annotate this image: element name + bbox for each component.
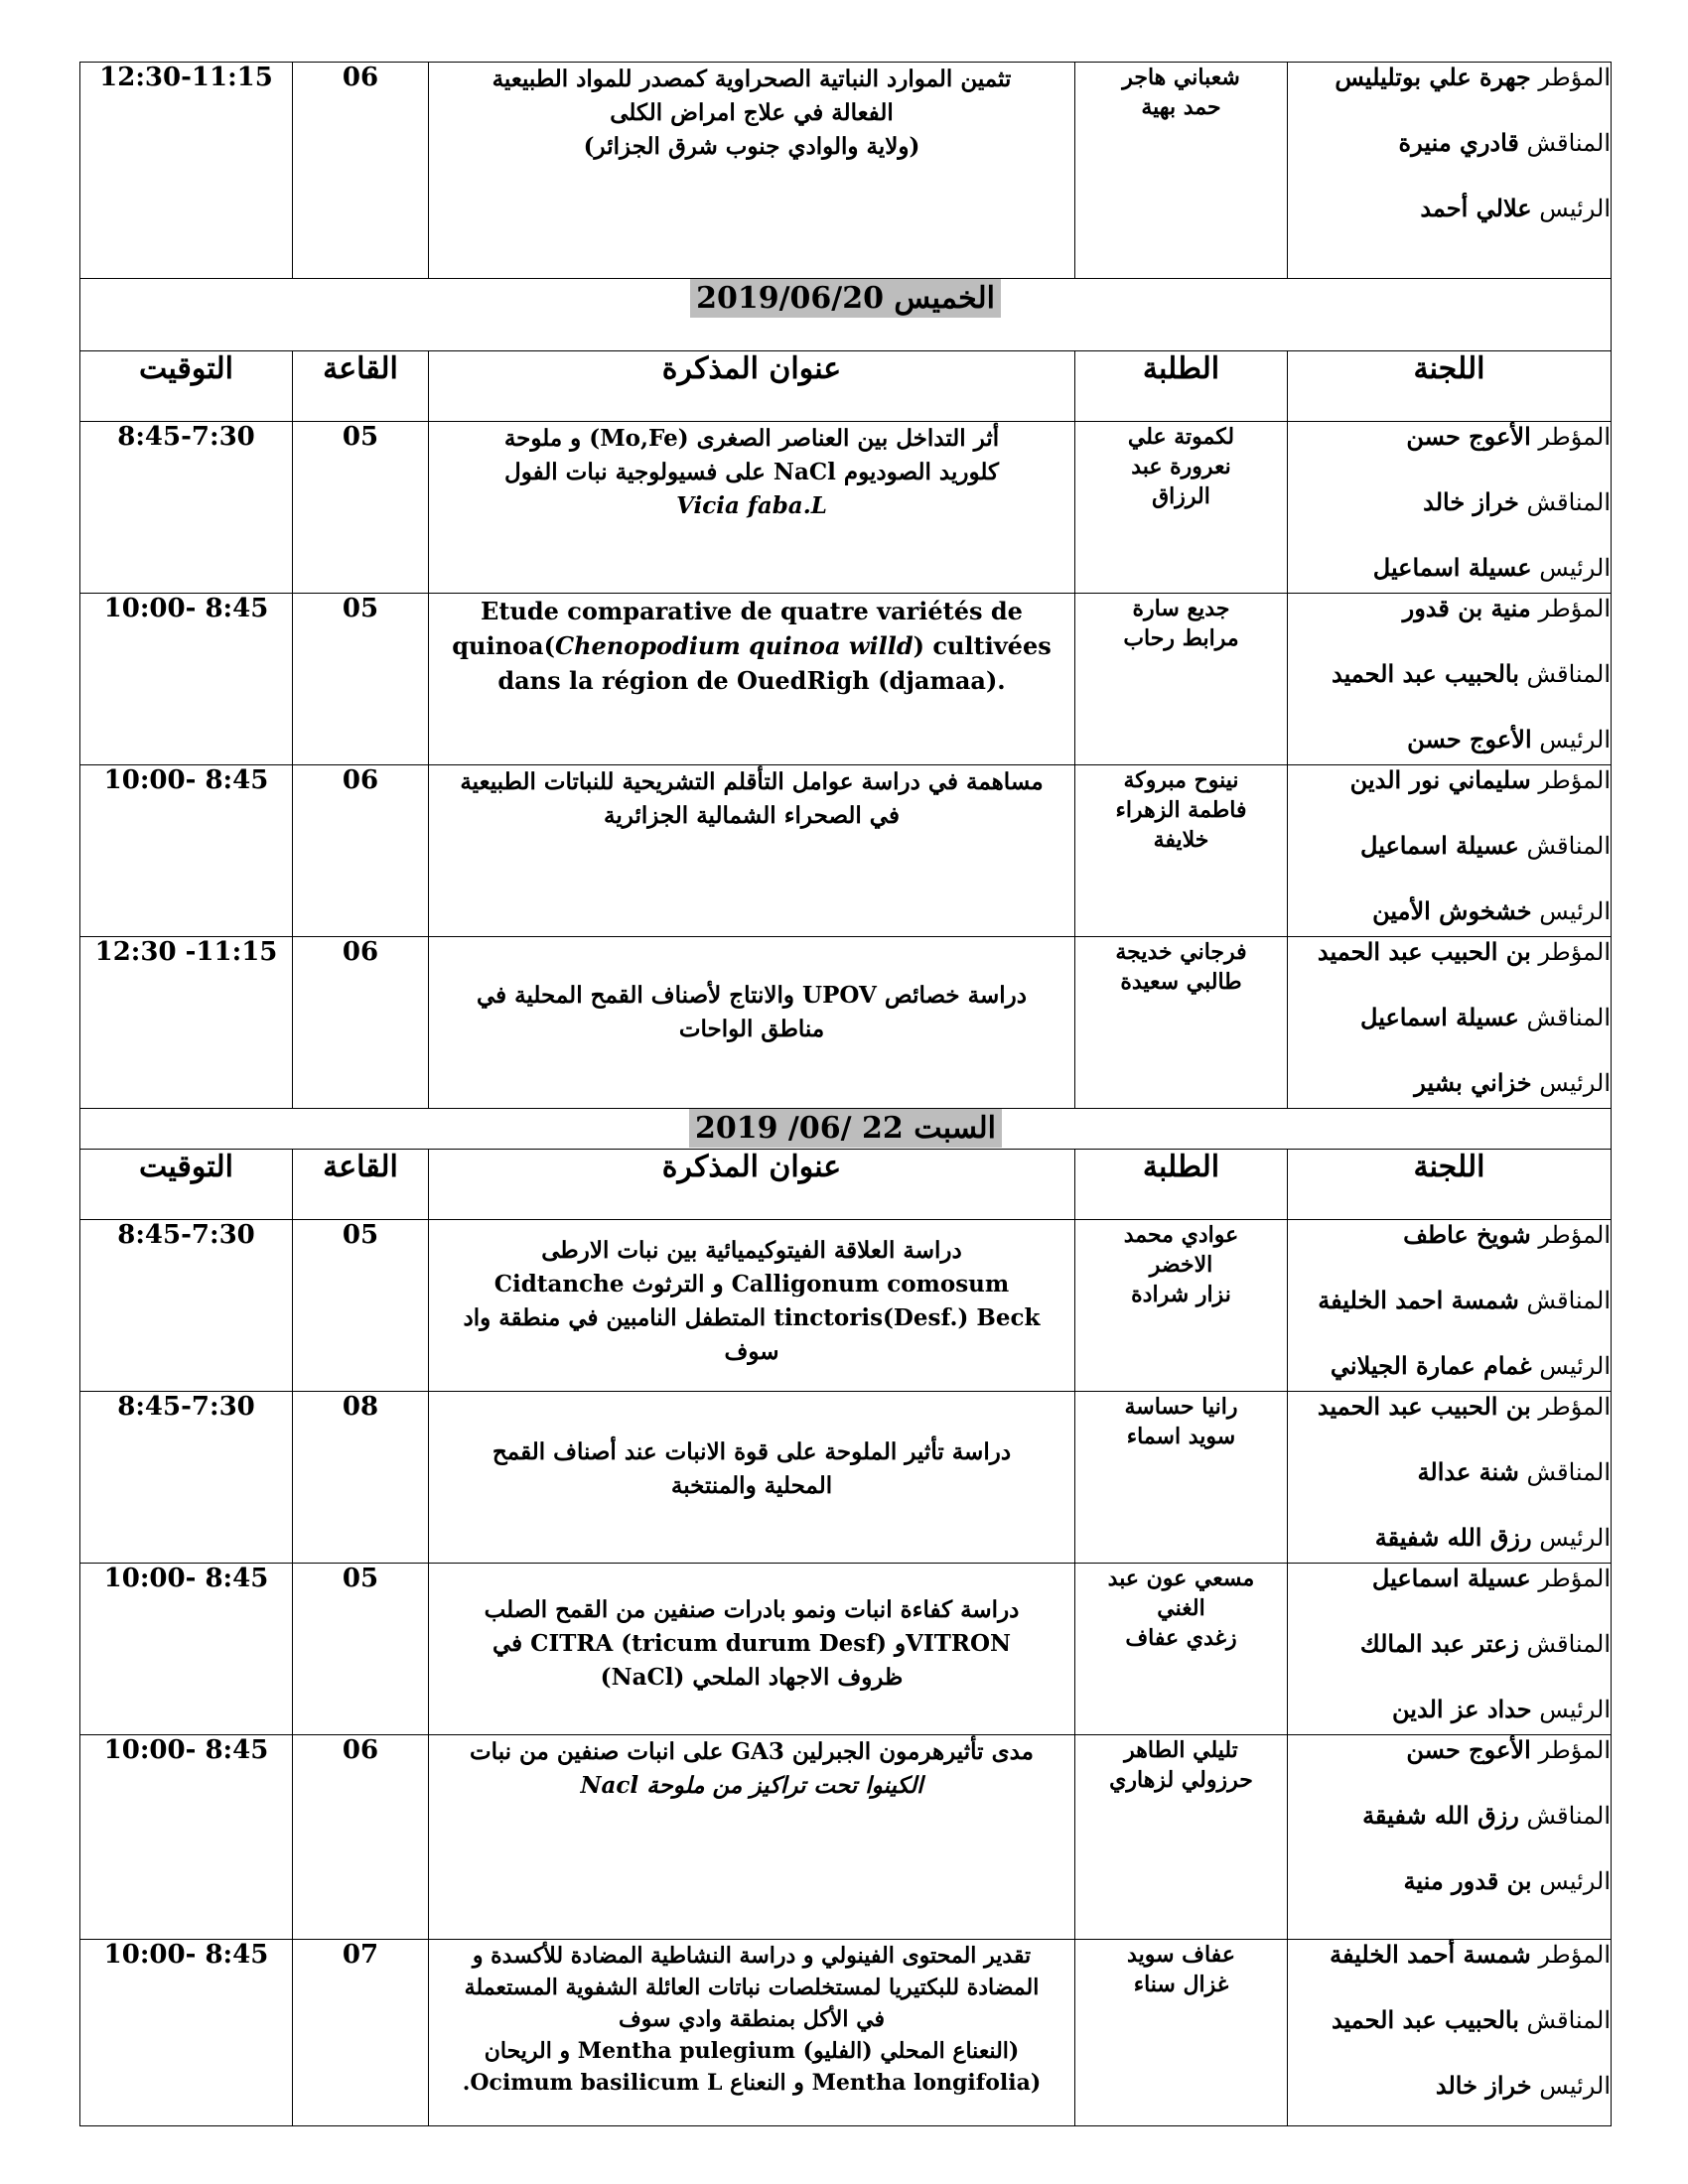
table-row <box>80 1392 1612 1564</box>
role-label: المؤطر <box>1538 1736 1611 1764</box>
thesis-title-cell <box>429 422 1075 594</box>
header-title: عنوان المذكرة <box>429 1150 1075 1220</box>
time-cell: 10:00- 8:45 <box>80 1735 293 1940</box>
member-name: عسيلة اسماعيل <box>1360 1003 1519 1031</box>
thesis-title-cell <box>429 1735 1075 1940</box>
role-label: المؤطر <box>1538 1221 1611 1249</box>
room-cell: 06 <box>293 765 429 937</box>
table-row <box>80 1220 1612 1392</box>
member-name: بن الحبيب عبد الحميد <box>1317 937 1531 966</box>
committee-cell <box>1288 422 1612 594</box>
room-cell: 05 <box>293 1220 429 1392</box>
students-cell <box>1075 1940 1288 2126</box>
title-line: كلوريد الصوديوم NaCl على فسيولوجية نبات الفول <box>504 459 999 485</box>
students-cell <box>1075 63 1288 279</box>
role-label: الرئيس <box>1539 1524 1611 1552</box>
committee-supervisor <box>1288 63 1611 128</box>
title-line: في الأكل بمنطقة وادي سوف <box>618 2006 886 2032</box>
member-name: جهرة علي بوتليليس <box>1335 63 1531 91</box>
title-line: (Mentha longifolia و النعناع Ocimum basilicum L. <box>462 2070 1042 2096</box>
member-name: قادري منيرة <box>1398 128 1519 157</box>
student-name: حمد بهية <box>1141 94 1221 120</box>
title-line: أثر التداخل بين العناصر الصغرى (Mo,Fe) و ملوحة <box>503 425 1000 452</box>
students-cell <box>1075 594 1288 765</box>
role-label: الرئيس <box>1539 1696 1611 1723</box>
role-label: الرئيس <box>1539 1867 1611 1895</box>
role-label: المؤطر <box>1538 1941 1611 1969</box>
students-cell <box>1075 1564 1288 1735</box>
title-line: VITRONو (tricum durum Desf) CITRA في <box>492 1630 1012 1657</box>
student-name: زغدي عفاف <box>1125 1625 1237 1651</box>
member-name: الأعوج حسن <box>1406 1735 1531 1764</box>
student-name: نزار شرادة <box>1131 1282 1231 1307</box>
header-row <box>80 1150 1612 1220</box>
student-name: لكموتة علي <box>1127 424 1235 450</box>
committee-supervisor <box>1288 1940 1611 2005</box>
room-cell: 05 <box>293 422 429 594</box>
student-name: عفاف سويد <box>1127 1942 1235 1968</box>
member-name: شمسة أحمد الخليفة <box>1330 1940 1531 1969</box>
title-line: تقدير المحتوى الفينولي و دراسة النشاطية المضادة للأكسدة و <box>472 1943 1032 1969</box>
student-name: فرجاني خديجة <box>1115 939 1247 965</box>
room-cell: 06 <box>293 63 429 279</box>
committee-examiner <box>1288 128 1611 194</box>
role-label: المناقش <box>1526 2006 1611 2034</box>
student-name: رانيا حساسة <box>1124 1394 1238 1420</box>
committee-president <box>1288 1523 1611 1563</box>
student-name: الاخضر <box>1149 1252 1213 1278</box>
header-students: الطلبة <box>1075 351 1288 422</box>
member-name: بن الحبيب عبد الحميد <box>1317 1392 1531 1421</box>
member-name: عسيلة اسماعيل <box>1372 553 1532 582</box>
title-line: المحلية والمنتخبة <box>670 1472 833 1499</box>
member-name: رزق الله شفيقة <box>1374 1523 1532 1552</box>
header-time: التوقيت <box>80 351 293 422</box>
role-label: الرئيس <box>1539 1352 1611 1380</box>
committee-president <box>1288 553 1611 593</box>
student-name: عوادي محمد <box>1123 1222 1239 1248</box>
students-cell <box>1075 1220 1288 1392</box>
title-line <box>429 628 1074 663</box>
header-committee: اللجنة <box>1288 1150 1612 1220</box>
room-cell: 06 <box>293 937 429 1109</box>
committee-cell <box>1288 1564 1612 1735</box>
table-row <box>80 594 1612 765</box>
student-name: غزال سناء <box>1133 1972 1229 1997</box>
header-room: القاعة <box>293 1150 429 1220</box>
committee-cell <box>1288 63 1612 279</box>
time-cell: 10:00- 8:45 <box>80 765 293 937</box>
header-room: القاعة <box>293 351 429 422</box>
title-line: مناطق الواحات <box>678 1016 825 1042</box>
member-name: علالي أحمد <box>1420 194 1532 222</box>
title-line: دراسة تأثير الملوحة على قوة الانبات عند أصناف القمح <box>492 1438 1012 1465</box>
role-label: الرئيس <box>1539 554 1611 582</box>
thesis-title-cell <box>429 1392 1075 1564</box>
student-name: مسعي عون عبد <box>1107 1566 1255 1591</box>
time-cell: 12:30 -11:15 <box>80 937 293 1109</box>
committee-cell <box>1288 1392 1612 1564</box>
student-name: مرابط رحاب <box>1123 625 1239 651</box>
title-line: مدى تأثيرهرمون الجبرلين GA3 على انبات صنفين من نبات <box>470 1738 1034 1765</box>
title-line: في الصحراء الشمالية الجزائرية <box>604 802 900 829</box>
role-label: المناقش <box>1526 660 1611 688</box>
member-name: عسيلة اسماعيل <box>1371 1564 1531 1592</box>
committee-president <box>1288 194 1611 233</box>
committee-supervisor <box>1288 1220 1611 1286</box>
committee-examiner <box>1288 487 1611 553</box>
member-name: شويخ عاطف <box>1403 1220 1531 1249</box>
member-name: رزق الله شفيقة <box>1362 1801 1519 1830</box>
role-label: المناقش <box>1526 1630 1611 1658</box>
table-row <box>80 63 1612 279</box>
time-cell: 10:00- 8:45 <box>80 594 293 765</box>
thesis-title-cell <box>429 1220 1075 1392</box>
room-cell: 08 <box>293 1392 429 1564</box>
committee-examiner <box>1288 1629 1611 1695</box>
student-name: الغني <box>1157 1595 1205 1621</box>
thesis-title-cell <box>429 937 1075 1109</box>
role-label: المناقش <box>1526 1802 1611 1830</box>
committee-president <box>1288 1695 1611 1734</box>
committee-examiner <box>1288 1457 1611 1523</box>
committee-cell <box>1288 594 1612 765</box>
title-line: المضادة للبكتيريا لمستخلصات نباتات العائلة الشفوية المستعملة <box>464 1975 1040 2000</box>
committee-cell <box>1288 1220 1612 1392</box>
student-name: الرزاق <box>1152 483 1210 509</box>
member-name: منية بن قدور <box>1402 594 1531 622</box>
thesis-title-cell <box>429 594 1075 765</box>
table-row <box>80 1735 1612 1940</box>
title-line: مساهمة في دراسة عوامل التأقلم التشريحية للنباتات الطبيعية <box>460 768 1044 795</box>
table-row <box>80 937 1612 1109</box>
room-cell: 06 <box>293 1735 429 1940</box>
date-row <box>80 279 1612 351</box>
table-row <box>80 1564 1612 1735</box>
member-name: شنة عدالة <box>1417 1457 1519 1486</box>
role-label: الرئيس <box>1539 195 1611 222</box>
header-row <box>80 351 1612 422</box>
defense-schedule-table <box>79 62 1612 2126</box>
student-name: شعباني هاجر <box>1122 65 1240 90</box>
time-cell: 10:00- 8:45 <box>80 1564 293 1735</box>
committee-examiner <box>1288 2005 1611 2071</box>
committee-cell <box>1288 1940 1612 2126</box>
committee-examiner <box>1288 1003 1611 1068</box>
member-name: خراز خالد <box>1423 487 1519 516</box>
title-line: دراسة العلاقة الفيتوكيميائية بين نبات الارطى <box>541 1237 962 1264</box>
student-name: تليلي الطاهر <box>1124 1737 1238 1763</box>
student-name: طالبي سعيدة <box>1120 969 1242 995</box>
title-line: الفعالة في علاج امراض الكلى <box>610 99 894 126</box>
member-name: عسيلة اسماعيل <box>1360 831 1519 860</box>
title-line: دراسة كفاءة انبات ونمو بادرات صنفين من القمح الصلب <box>484 1596 1020 1623</box>
header-time: التوقيت <box>80 1150 293 1220</box>
committee-examiner <box>1288 1286 1611 1351</box>
committee-supervisor <box>1288 1564 1611 1629</box>
student-name: فاطمة الزهراء <box>1115 797 1247 823</box>
member-name: حداد عز الدين <box>1392 1695 1532 1723</box>
role-label: الرئيس <box>1539 1069 1611 1097</box>
header-students: الطلبة <box>1075 1150 1288 1220</box>
member-name: خزاني بشير <box>1414 1068 1532 1097</box>
role-label: المؤطر <box>1538 1393 1611 1421</box>
committee-president <box>1288 1351 1611 1391</box>
committee-cell <box>1288 1735 1612 1940</box>
role-label: المؤطر <box>1538 595 1611 622</box>
students-cell <box>1075 422 1288 594</box>
role-label: المناقش <box>1526 488 1611 516</box>
room-cell: 05 <box>293 1564 429 1735</box>
role-label: الرئيس <box>1539 2072 1611 2100</box>
title-line: Calligonum comosum و الترثوث Cidtanche <box>493 1271 1010 1297</box>
thesis-title-cell <box>429 63 1075 279</box>
students-cell <box>1075 1735 1288 1940</box>
member-name: خشخوش الأمين <box>1372 896 1532 925</box>
committee-president <box>1288 725 1611 764</box>
title-line: تثمين الموارد النباتية الصحراوية كمصدر للمواد الطبيعية <box>492 66 1012 92</box>
member-name: خراز خالد <box>1435 2071 1532 2100</box>
species-name: Chenopodium quinoa willd <box>554 631 914 660</box>
title-line: دراسة خصائص UPOV والانتاج لأصناف القمح المحلية في <box>476 982 1027 1009</box>
day-label-thursday: الخميس 2019/06/20 <box>690 279 1001 318</box>
time-cell: 8:45-7:30 <box>80 1392 293 1564</box>
title-fragment: quinoa( <box>452 631 555 660</box>
header-committee: اللجنة <box>1288 351 1612 422</box>
header-title: عنوان المذكرة <box>429 351 1075 422</box>
committee-supervisor <box>1288 937 1611 1003</box>
title-line: الكينوا تحت تراكيز من ملوحة Nacl <box>580 1772 923 1799</box>
thesis-title-cell <box>429 765 1075 937</box>
role-label: المؤطر <box>1538 64 1611 91</box>
role-label: المناقش <box>1526 129 1611 157</box>
member-name: الأعوج حسن <box>1407 725 1532 753</box>
member-name: بن قدور منية <box>1403 1866 1532 1895</box>
student-name: جديع سارة <box>1132 596 1230 621</box>
time-cell: 8:45-7:30 <box>80 1220 293 1392</box>
committee-examiner <box>1288 831 1611 896</box>
role-label: المؤطر <box>1538 423 1611 451</box>
date-row <box>80 1109 1612 1150</box>
student-name: حرزولي لزهاري <box>1109 1767 1253 1793</box>
role-label: المؤطر <box>1538 1565 1611 1592</box>
title-line: Vicia faba.L <box>676 492 827 519</box>
student-name: سويد اسماء <box>1126 1424 1236 1449</box>
title-line: dans la région de OuedRigh (djamaa). <box>497 666 1006 695</box>
students-cell <box>1075 1392 1288 1564</box>
committee-president <box>1288 1068 1611 1108</box>
time-cell: 8:45-7:30 <box>80 422 293 594</box>
role-label: الرئيس <box>1539 726 1611 753</box>
role-label: المناقش <box>1526 1004 1611 1031</box>
committee-supervisor <box>1288 765 1611 831</box>
student-name: خلايفة <box>1153 827 1209 853</box>
title-fragment: ) cultivées <box>913 631 1052 660</box>
committee-president <box>1288 2071 1611 2111</box>
member-name: غمام عمارة الجيلاني <box>1330 1351 1532 1380</box>
committee-supervisor <box>1288 1735 1611 1801</box>
committee-president <box>1288 1866 1611 1906</box>
room-cell: 07 <box>293 1940 429 2126</box>
member-name: بالحبيب عبد الحميد <box>1331 2005 1519 2034</box>
role-label: الرئيس <box>1539 897 1611 925</box>
committee-president <box>1288 896 1611 936</box>
member-name: زعتر عبد المالك <box>1359 1629 1519 1658</box>
thesis-title-cell <box>429 1940 1075 2126</box>
title-line: tinctoris(Desf.) Beck المتطفل النامبين في منطقة واد <box>463 1304 1041 1331</box>
day-label-saturday: السبت 22 /06/ 2019 <box>689 1109 1002 1148</box>
committee-cell <box>1288 765 1612 937</box>
role-label: المؤطر <box>1538 766 1611 794</box>
date-cell <box>80 279 1612 351</box>
role-label: المناقش <box>1526 1458 1611 1486</box>
table-row <box>80 422 1612 594</box>
committee-cell <box>1288 937 1612 1109</box>
title-line: (ولاية والوادي جنوب شرق الجزائر) <box>583 133 920 160</box>
role-label: المناقش <box>1526 1287 1611 1314</box>
table-row <box>80 765 1612 937</box>
date-cell <box>80 1109 1612 1150</box>
student-name: نعرورة عبد <box>1131 454 1231 479</box>
member-name: سليماني نور الدين <box>1349 765 1531 794</box>
students-cell <box>1075 937 1288 1109</box>
committee-supervisor <box>1288 1392 1611 1457</box>
room-cell: 05 <box>293 594 429 765</box>
student-name: نينوح مبروكة <box>1123 767 1239 793</box>
table-row <box>80 1940 1612 2126</box>
title-line: Etude comparative de quatre variétés de <box>481 597 1023 625</box>
time-cell: 10:00- 8:45 <box>80 1940 293 2126</box>
committee-supervisor <box>1288 594 1611 659</box>
member-name: شمسة احمد الخليفة <box>1318 1286 1519 1314</box>
member-name: بالحبيب عبد الحميد <box>1331 659 1519 688</box>
committee-examiner <box>1288 1801 1611 1866</box>
committee-examiner <box>1288 659 1611 725</box>
students-cell <box>1075 765 1288 937</box>
title-line: (النعناع المحلي (الفليو) Mentha pulegium و الريحان <box>484 2038 1020 2064</box>
title-line: ظروف الاجهاد الملحي (NaCl) <box>600 1664 904 1691</box>
time-cell: 12:30-11:15 <box>80 63 293 279</box>
title-line: سوف <box>724 1338 779 1365</box>
role-label: المؤطر <box>1538 938 1611 966</box>
committee-supervisor <box>1288 422 1611 487</box>
role-label: المناقش <box>1526 832 1611 860</box>
member-name: الأعوج حسن <box>1406 422 1531 451</box>
thesis-title-cell <box>429 1564 1075 1735</box>
